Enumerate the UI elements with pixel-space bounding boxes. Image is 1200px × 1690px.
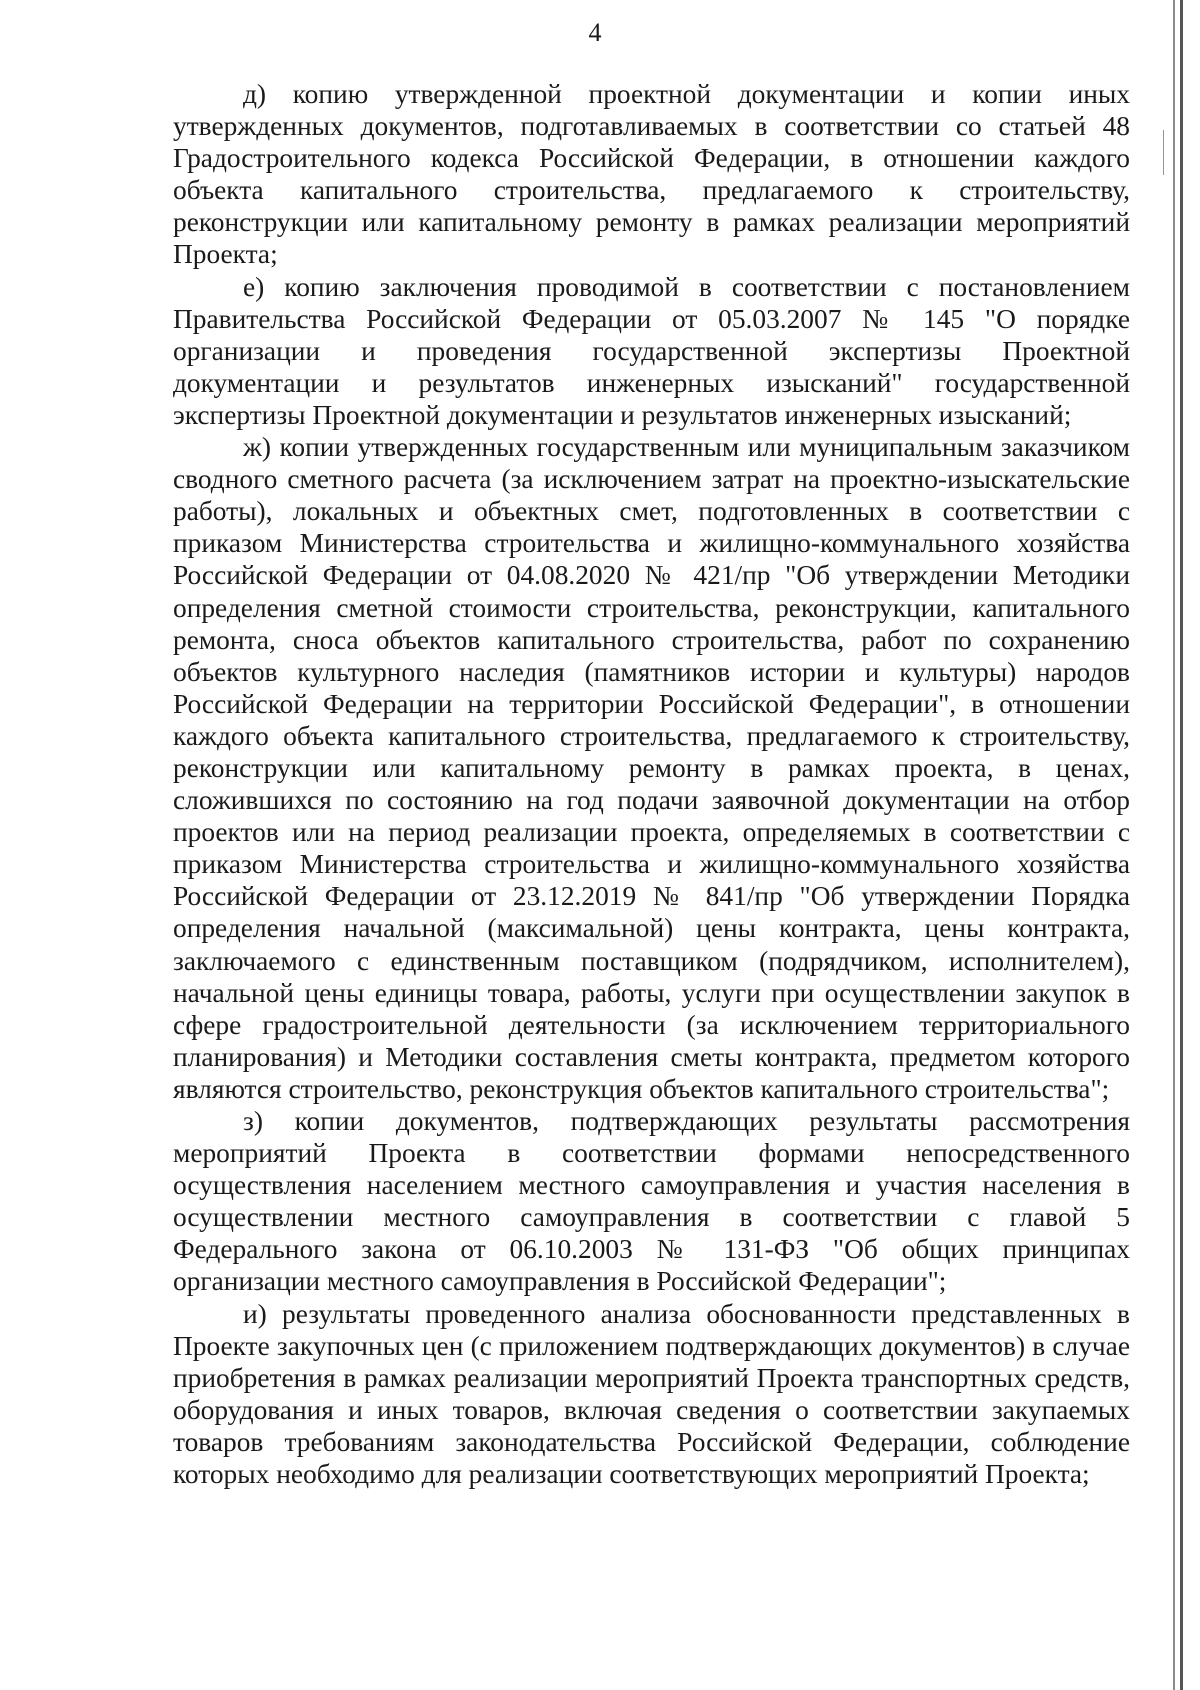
paragraph-d: д) копию утвержденной проектной документации и копии иных утвержденных документов, подготавливаемых в соответствии со статьей 48 Градостроительного кодекса Российской Федерации, в отношении каждого объекта капитального строительства, предлагаемого к строительству, реконструкции или капитальному ремонту в рамках реализации мероприятий Проекта; bbox=[173, 79, 1130, 270]
paragraph-i: и) результаты проведенного анализа обоснованности представленных в Проекте закупочных цен (с приложением подтверждающих документов) в случае приобретения в рамках реализации мероприятий Проекта транспортных средств, оборудования и иных товаров, включая сведения о соответствии закупаемых товаров требованиям законодательства Российской Федерации, соблюдение которых необходимо для реализации соответствующих мероприятий Проекта; bbox=[173, 1298, 1130, 1490]
scan-edge-line bbox=[1173, 0, 1175, 1690]
scan-edge-mark bbox=[1163, 130, 1164, 175]
scan-edge-line bbox=[1180, 0, 1183, 1690]
paragraph-zh: ж) копии утвержденных государственным или муниципальным заказчиком сводного сметного расчета (за исключением затрат на проектно-изыскательские работы), локальных и объектных смет, подготовленных в соответствии с приказом Министерства строительства и жилищно-коммунального хозяйства Российской Федерации от 04.08.2020 № 421/пр "Об утверждении Методики определения сметной стоимости строительства, реконструкции, капитального ремонта, сноса объектов капитального строительства, работ по сохранению объектов культурного наследия (памятников истории и культуры) народов Российской Федерации на территории Российской Федерации", в отношении каждого объекта капитального строительства, предлагаемого к строительству, реконструкции или капитальному ремонту в рамках проекта, в ценах, сложившихся по состоянию на год подачи заявочной документации на отбор проектов или на период реализации проекта, определяемых в соответствии с приказом Министерства строительства и жилищно-коммунального хозяйства Российской Федерации от 23.12.2019 № 841/пр "Об утверждении Порядка определения начальной (максимальной) цены контракта, цены контракта, заключаемого с единственным поставщиком (подрядчиком, исполнителем), начальной цены единицы товара, работы, услуги при осуществлении закупок в сфере градостроительной деятельности (за исключением территориального планирования) и Методики составления сметы контракта, предметом которого являются строительство, реконструкция объектов капитального строительства"; bbox=[173, 432, 1130, 1104]
page-number: 4 bbox=[588, 18, 602, 47]
document-body bbox=[173, 78, 1130, 1490]
paragraph-e: е) копию заключения проводимой в соответствии с постановлением Правительства Российской Федерации от 05.03.2007 № 145 "О порядке организации и проведения государственной экспертизы Проектной документации и результатов инженерных изысканий" государственной экспертизы Проектной документации и результатов инженерных изысканий; bbox=[173, 271, 1130, 430]
paragraph-z: з) копии документов, подтверждающих результаты рассмотрения мероприятий Проекта в соответствии формами непосредственного осуществления населением местного самоуправления и участия населения в осуществлении местного самоуправления в соответствии с главой 5 Федерального закона от 06.10.2003 № 131-ФЗ "Об общих принципах организации местного самоуправления в Российской Федерации"; bbox=[173, 1106, 1130, 1297]
